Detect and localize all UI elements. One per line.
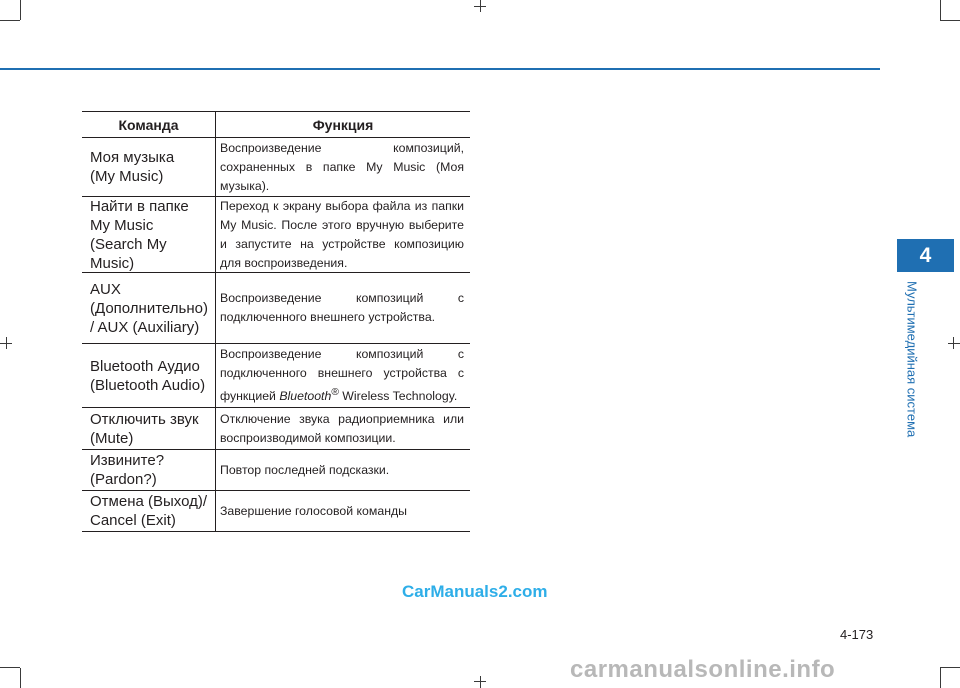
crop-mark [948, 343, 960, 344]
page-number: 4-173 [840, 627, 874, 642]
crop-mark [20, 668, 21, 688]
watermark: CarManuals2.com [402, 582, 548, 601]
crop-mark [480, 676, 481, 688]
header-rule [0, 68, 880, 70]
chapter-title: Мультимедийная система [904, 281, 920, 438]
table-row [82, 408, 470, 450]
table-row [82, 197, 470, 273]
function-text: Воспроизведение композиций с подключенного внешнего устройства с функцией [220, 346, 464, 404]
chapter-tab: 4 [897, 239, 954, 272]
voice-command-table [82, 111, 470, 532]
registered-mark: ® [331, 386, 339, 398]
function-cell: Завершение голосовой команды [220, 503, 407, 518]
function-column-header: Функция [215, 112, 470, 137]
crop-mark [940, 668, 941, 688]
crop-mark [940, 0, 941, 20]
command-cell: Отключить звук (Mute) [90, 410, 199, 447]
crop-mark [940, 667, 960, 668]
table-row [82, 273, 470, 344]
crop-mark [20, 0, 21, 20]
crop-mark [940, 20, 960, 21]
crop-mark [0, 20, 20, 21]
function-cell: Воспроизведение композиций, сохраненных в папке My Music (Моя музыка). [220, 140, 464, 193]
command-cell: Извините? (Pardon?) [90, 452, 165, 488]
function-cell: Переход к экрану выбора файла из папки My Music. После этого вручную выберите и запустите на устройстве композицию для воспроизведения. [220, 198, 464, 270]
table-header [82, 112, 470, 138]
function-cell [220, 345, 464, 406]
function-cell: Отключение звука радиоприемника или воспроизводимой композиции. [220, 411, 464, 445]
function-cell: Повтор последней подсказки. [220, 462, 390, 477]
table-row [82, 344, 470, 408]
footer-watermark: carmanualsonline.info [570, 656, 836, 683]
command-cell: Bluetooth Аудио (Bluetooth Audio) [90, 357, 206, 394]
function-text: Wireless Technology. [338, 389, 458, 404]
table-row [82, 450, 470, 491]
table-row [82, 491, 470, 532]
bluetooth-brand: Bluetooth [279, 389, 332, 404]
crop-mark [474, 681, 486, 682]
command-cell: Моя музыка (My Music) [90, 149, 175, 185]
crop-mark [953, 337, 954, 349]
command-cell: Отмена (Выход)/ Cancel (Exit) [90, 493, 208, 529]
command-column-header: Команда [118, 116, 179, 133]
command-cell: Найти в папке My Music (Search My Music) [90, 197, 189, 272]
command-cell: AUX (Дополнительно) / AUX (Auxiliary) [90, 280, 208, 336]
crop-mark [474, 6, 486, 7]
crop-mark [6, 337, 7, 349]
crop-mark [0, 667, 20, 668]
function-cell: Воспроизведение композиций с подключенного внешнего устройства. [220, 291, 464, 324]
table-row [82, 138, 470, 197]
